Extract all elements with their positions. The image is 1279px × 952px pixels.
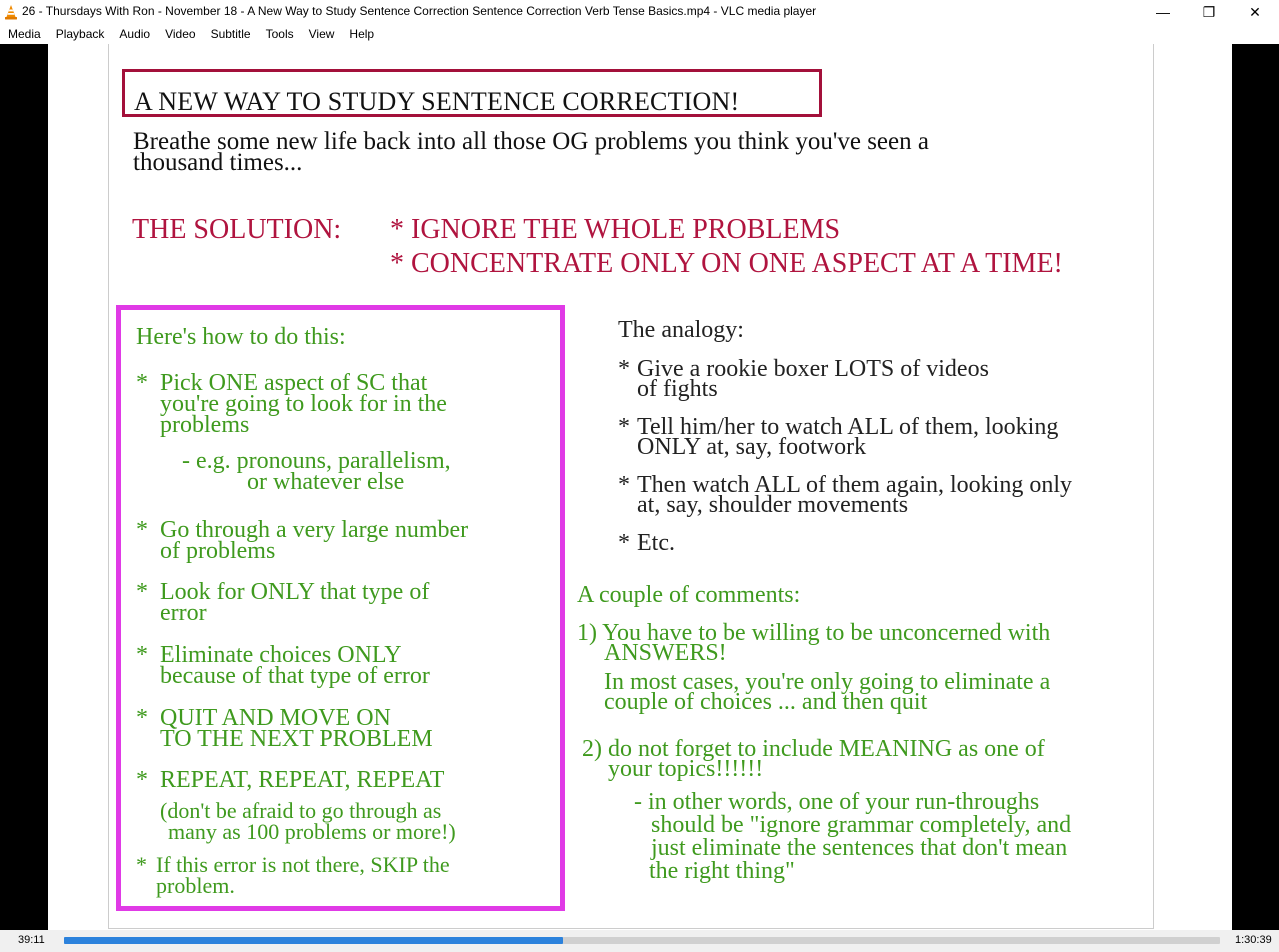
note-line: - e.g. pronouns, parallelism,: [182, 448, 451, 474]
howto-title: Here's how to do this:: [136, 324, 346, 350]
bullet-line: problems: [160, 412, 250, 438]
vlc-cone-icon: [3, 4, 19, 20]
seek-slider[interactable]: [64, 937, 1220, 944]
bullet-star: *: [136, 767, 148, 793]
bullet-star: *: [136, 642, 148, 668]
bullet-line: Eliminate choices ONLY: [160, 642, 402, 668]
subtitle-line: Breathe some new life back into all those OG problems you think you've seen a: [133, 128, 929, 155]
bullet-line: because of that type of error: [160, 663, 430, 689]
menu-video[interactable]: Video: [165, 27, 196, 41]
bullet-line: of fights: [637, 376, 718, 402]
bullet-star: *: [136, 517, 148, 543]
slide-title: A NEW WAY TO STUDY SENTENCE CORRECTION!: [134, 87, 740, 116]
bullet-star: *: [136, 852, 147, 877]
menu-media[interactable]: Media: [8, 27, 41, 41]
bullet-star: *: [618, 472, 630, 498]
seek-progress: [64, 937, 563, 944]
comment-line: your topics!!!!!!: [608, 756, 764, 782]
menu-view[interactable]: View: [308, 27, 335, 41]
bullet-line: of problems: [160, 538, 276, 564]
restore-button[interactable]: ❐: [1202, 3, 1216, 20]
bullet-line: QUIT AND MOVE ON: [160, 705, 391, 731]
bullet-line: you're going to look for in the: [160, 391, 447, 417]
comment-paragraph: [604, 669, 1051, 715]
bullet-line: problem.: [156, 873, 235, 898]
howto-note: [160, 800, 456, 842]
comment-line: just eliminate the sentences that don't mean: [651, 835, 1068, 861]
analogy-title: The analogy:: [618, 317, 744, 343]
bullet-line: Give a rookie boxer LOTS of videos: [637, 356, 989, 382]
playback-controls: [0, 930, 1279, 952]
slide-subtitle: [133, 128, 1093, 176]
total-time[interactable]: 1:30:39: [1235, 934, 1272, 946]
howto-note: [182, 448, 451, 495]
comments-title: A couple of comments:: [577, 582, 801, 608]
menu-bar: [0, 24, 1279, 44]
comment-line: couple of choices ... and then quit: [604, 689, 928, 715]
comment-line: 2) do not forget to include MEANING as one of: [582, 736, 1045, 762]
menu-subtitle[interactable]: Subtitle: [210, 27, 251, 41]
bullet-line: If this error is not there, SKIP the: [156, 852, 450, 877]
elapsed-time[interactable]: 39:11: [18, 934, 45, 946]
comment-item: [582, 736, 1045, 782]
bullet-star: *: [136, 579, 148, 605]
comment-item: [577, 620, 1051, 666]
note-line: (don't be afraid to go through as: [160, 798, 442, 823]
bullet-line: Tell him/her to watch ALL of them, looking: [637, 414, 1059, 440]
comment-line: - in other words, one of your run-throughs: [634, 789, 1040, 815]
comment-line: the right thing": [649, 858, 795, 884]
bullet-star: *: [136, 370, 148, 396]
bullet-line: REPEAT, REPEAT, REPEAT: [160, 767, 445, 793]
video-area[interactable]: [0, 44, 1279, 930]
bullet-line: TO THE NEXT PROBLEM: [160, 726, 433, 752]
bullet-line: error: [160, 600, 207, 626]
bullet-star: *: [136, 705, 148, 731]
comment-line: 1) You have to be willing to be unconcerned with: [577, 620, 1051, 646]
bullet-line: Go through a very large number: [160, 517, 469, 543]
slide-title-box: [122, 69, 822, 117]
comment-paragraph: [634, 791, 1071, 883]
bullet-line: Pick ONE aspect of SC that: [160, 370, 428, 396]
bullet-star: *: [618, 356, 630, 382]
title-bar: [0, 0, 1279, 24]
bullet-line: Then watch ALL of them again, looking only: [637, 472, 1073, 498]
menu-help[interactable]: Help: [349, 27, 375, 41]
subtitle-line: thousand times...: [133, 149, 303, 176]
note-line: or whatever else: [247, 469, 405, 495]
solution-item: * CONCENTRATE ONLY ON ONE ASPECT AT A TIME!: [390, 248, 1063, 279]
bullet-line: ONLY at, say, footwork: [637, 434, 867, 460]
bullet-star: *: [618, 414, 630, 440]
video-frame: [48, 44, 1232, 930]
comment-line: In most cases, you're only going to eliminate a: [604, 669, 1051, 695]
minimize-button[interactable]: —: [1156, 4, 1170, 20]
comment-line: should be "ignore grammar completely, and: [651, 812, 1072, 838]
note-line: many as 100 problems or more!): [168, 819, 456, 844]
solution-item: * IGNORE THE WHOLE PROBLEMS: [390, 214, 841, 245]
bullet-line: Look for ONLY that type of: [160, 579, 430, 605]
close-button[interactable]: ✕: [1249, 3, 1261, 20]
bullet-line: at, say, shoulder movements: [637, 492, 909, 518]
window-title: 26 - Thursdays With Ron - November 18 - A New Way to Study Sentence Correction Sentence Correction Verb Tense Basics.mp4 - VLC media player: [22, 4, 817, 18]
menu-audio[interactable]: Audio: [119, 27, 151, 41]
menu-tools[interactable]: Tools: [265, 27, 294, 41]
bullet-line: Etc.: [637, 530, 675, 556]
menu-playback[interactable]: Playback: [55, 27, 105, 41]
comment-line: ANSWERS!: [604, 640, 727, 666]
solution-label: THE SOLUTION:: [132, 214, 342, 245]
bullet-star: *: [618, 530, 630, 556]
